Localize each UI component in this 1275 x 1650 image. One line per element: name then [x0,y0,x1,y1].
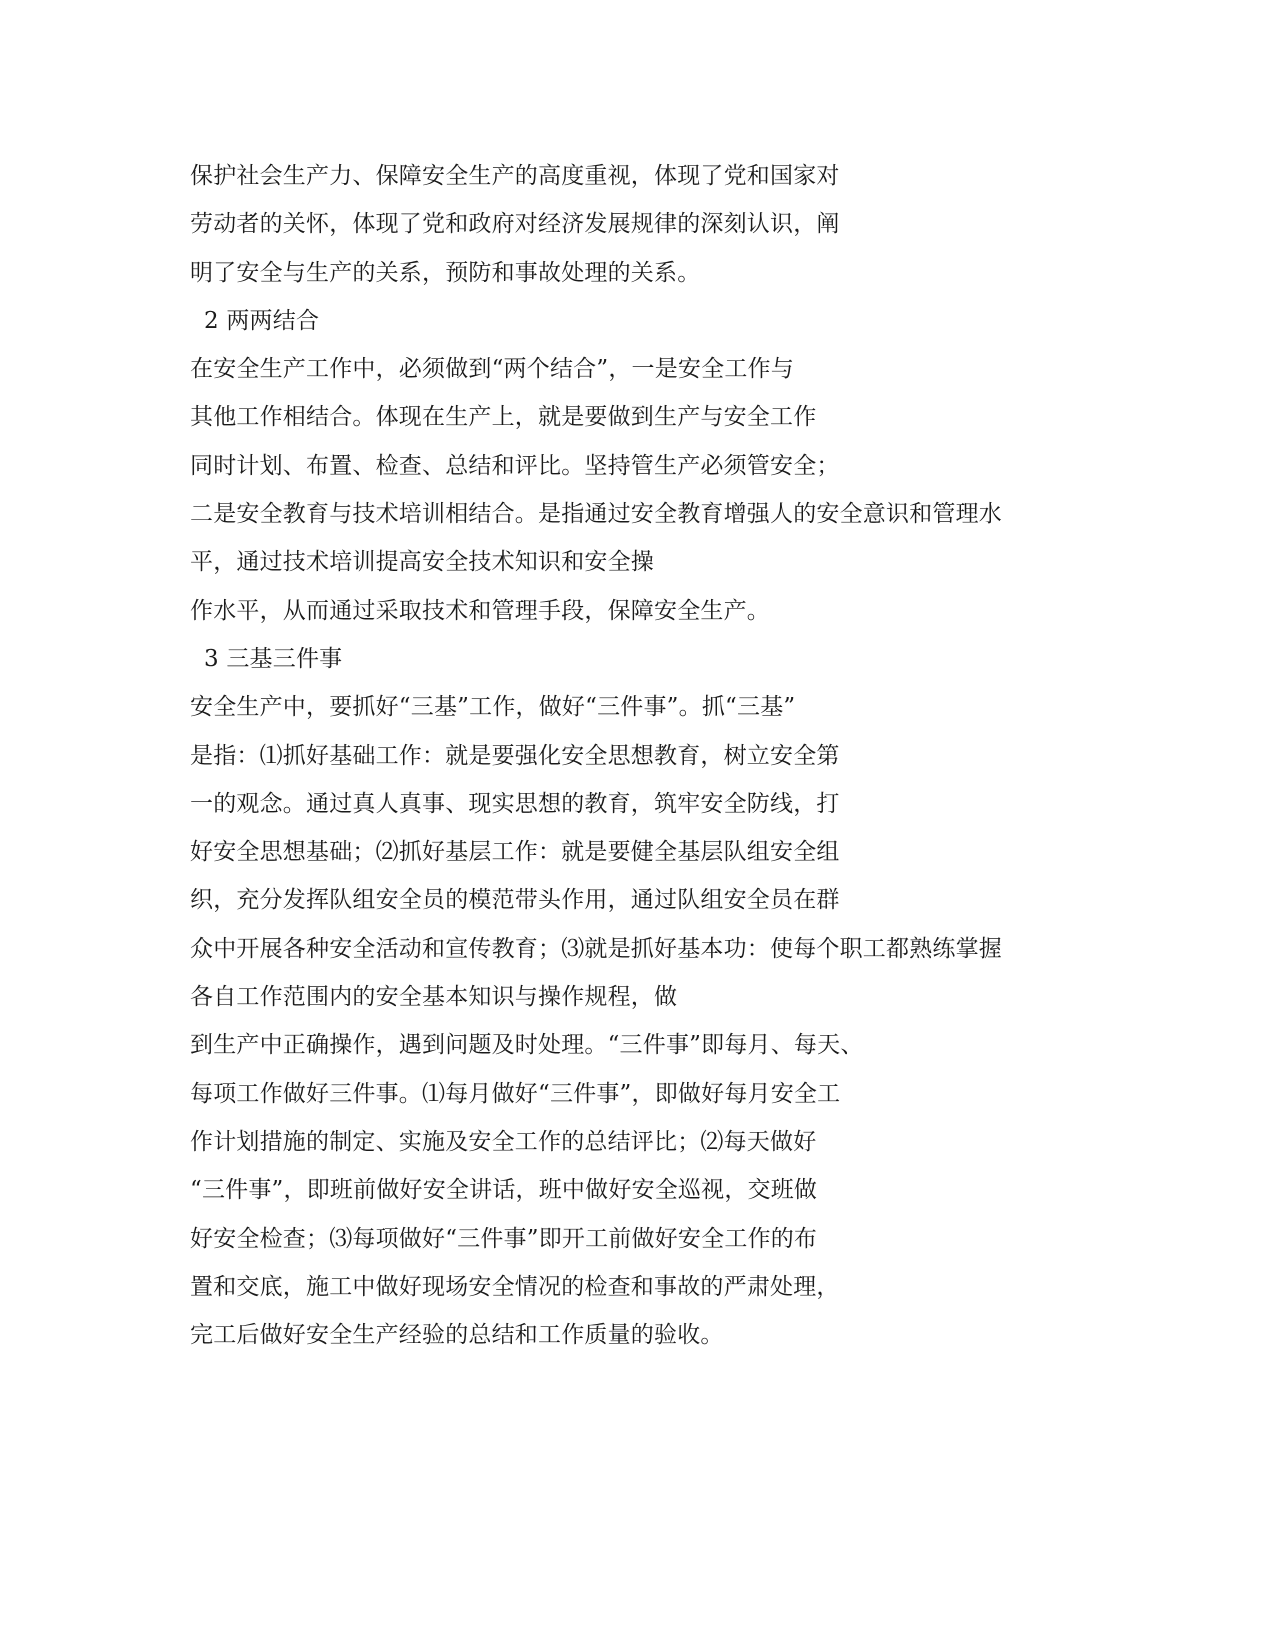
paragraph-line: 置和交底，施工中做好现场安全情况的检查和事故的严肃处理， [190,1273,840,1300]
paragraph-line: 每项工作做好三件事。⑴每月做好“三件事”，即做好每月安全工 [190,1080,841,1107]
paragraph-line: 保护社会生产力、保障安全生产的高度重视，体现了党和国家对 [190,163,840,189]
paragraph-line: 一的观念。通过真人真事、现实思想的教育，筑牢安全防线，打 [190,790,840,817]
paragraph-line: 劳动者的关怀，体现了党和政府对经济发展规律的深刻认识，阐 [190,211,840,238]
paragraph-line: 众中开展各种安全活动和宣传教育；⑶就是抓好基本功：使每个职工都熟练掌握 [190,935,1002,962]
paragraph-line: 好安全检查；⑶每项做好“三件事”即开工前做好安全工作的布 [190,1225,818,1252]
paragraph-line: 其他工作相结合。体现在生产上，就是要做到生产与安全工作 [190,404,817,431]
paragraph-line: 织，充分发挥队组安全员的模范带头作用，通过队组安全员在群 [190,887,840,914]
paragraph-line: 好安全思想基础；⑵抓好基层工作：就是要健全基层队组安全组 [190,839,840,866]
paragraph-line: 是指：⑴抓好基础工作：就是要强化安全思想教育，树立安全第 [190,742,840,769]
paragraph-line: 同时计划、布置、检查、总结和评比。坚持管生产必须管安全； [190,452,840,479]
paragraph-line: 在安全生产工作中，必须做到“两个结合”，一是安全工作与 [190,356,794,383]
paragraph-line: 二是安全教育与技术培训相结合。是指通过安全教育增强人的安全意识和管理水 [190,501,1002,528]
paragraph-line: 各自工作范围内的安全基本知识与操作规程，做 [190,984,678,1011]
section-heading: 2 两两结合 [204,307,320,334]
paragraph-line: 作计划措施的制定、实施及安全工作的总结评比；⑵每天做好 [190,1128,817,1155]
section-heading: 3 三基三件事 [204,645,343,672]
paragraph-line: 明了安全与生产的关系，预防和事故处理的关系。 [190,259,701,286]
document-body [190,152,1090,1359]
paragraph-line: 完工后做好安全生产经验的总结和工作质量的验收。 [190,1322,724,1349]
paragraph-line: 平，通过技术培训提高安全技术知识和安全操 [190,549,654,576]
paragraph-line: 安全生产中，要抓好“三基”工作，做好“三件事”。抓“三基” [190,694,796,721]
paragraph-line: “三件事”，即班前做好安全讲话，班中做好安全巡视，交班做 [190,1177,818,1204]
paragraph-line: 作水平，从而通过采取技术和管理手段，保障安全生产。 [190,597,770,624]
paragraph-line: 到生产中正确操作，遇到问题及时处理。“三件事”即每月、每天、 [190,1032,864,1059]
